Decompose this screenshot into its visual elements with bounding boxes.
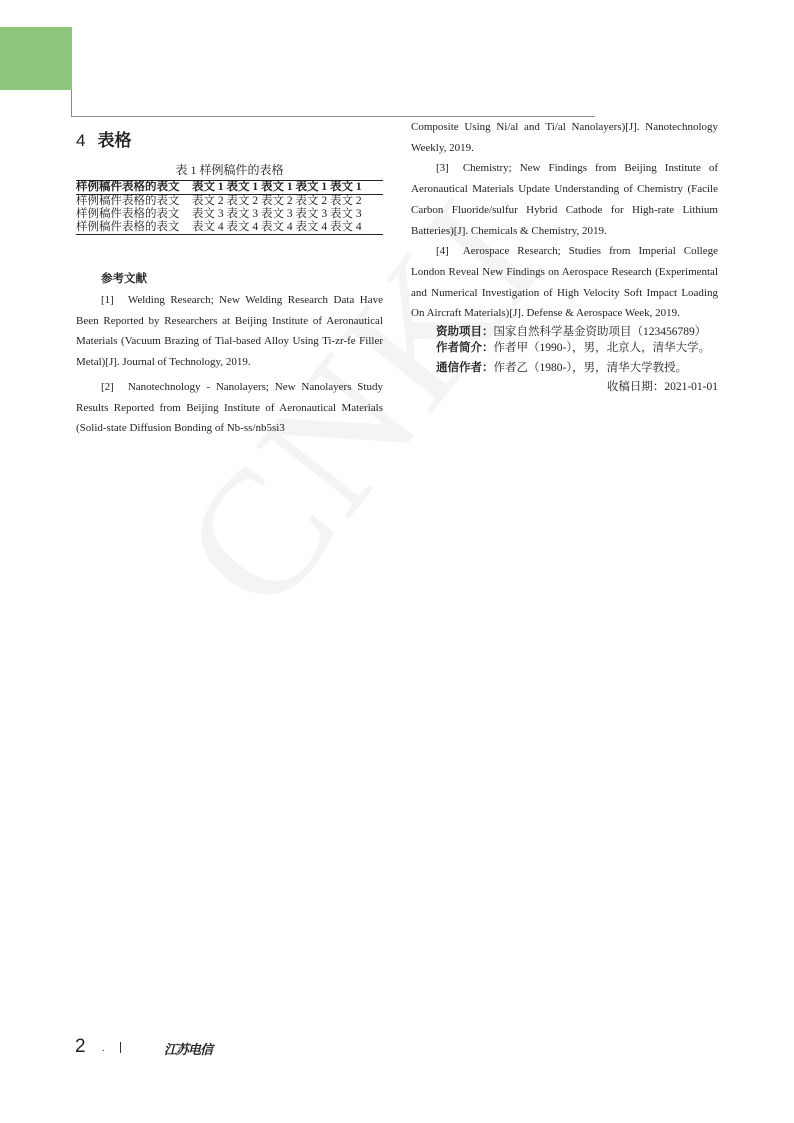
table-cell: 样例稿件表格的表文: [76, 208, 180, 220]
author-label: 作者简介：: [436, 342, 494, 355]
reference-text: Composite Using Ni/al and Ti/al Nanolayers)[J]. Nanotechnology Weekly, 2019.: [411, 121, 718, 154]
references-title: 参考文献: [101, 273, 147, 285]
corresponding-text: 作者乙（1980-），男，清华大学教授。: [493, 362, 688, 375]
footer-logo: 江苏电信: [164, 1043, 213, 1058]
sample-table: [76, 180, 383, 235]
reference-number: [4]: [436, 245, 449, 258]
footer-divider: [120, 1042, 121, 1053]
reference-text: Welding Research; New Welding Research Data Have Been Reported by Researchers at Beijing Institute of Aeronautical Materials (Vacuum Brazing of Tial-based Alloy Using Ti-zr-fe Filler Metal)[J]. Journal of Technology, 2019.: [76, 294, 383, 369]
reference-item: [411, 241, 718, 324]
table-row: [76, 208, 383, 221]
funding-line: [411, 324, 718, 340]
reference-item: [76, 377, 383, 439]
table-cell: 表文 4 表文 4 表文 4 表文 4 表文 4: [192, 221, 383, 235]
reference-text: Nanotechnology - Nanolayers; New Nanolayers Study Results Reported from Beijing Institute of Aeronautical Materials (Solid-state Diffusion Bonding of Nb-ss/nb5si3: [76, 380, 383, 435]
header-vertical-rule: [71, 90, 72, 117]
section-heading: [76, 126, 383, 151]
table-cell: 样例稿件表格的表文: [76, 221, 192, 235]
page-number: 2: [75, 1036, 86, 1057]
author-text: 作者甲（1990-），男，北京人，清华大学。: [493, 342, 711, 355]
received-date: 收稿日期：2021-01-01: [606, 381, 718, 394]
left-column: [76, 126, 383, 439]
corresponding-label: 通信作者：: [436, 362, 494, 375]
reference-item: [76, 290, 383, 373]
table-row: [76, 195, 383, 209]
footer-dot: .: [102, 1043, 105, 1054]
section-number: 4: [76, 131, 86, 150]
table-header-row: [76, 181, 383, 195]
corresponding-line: [411, 360, 718, 376]
table-caption: 表 1 样例稿件的表格: [175, 163, 284, 177]
table-header-cell: 样例稿件表格的表文: [76, 181, 192, 195]
right-column: [411, 117, 718, 398]
section-title: 表格: [97, 131, 132, 150]
funding-label: 资助项目：: [436, 326, 494, 339]
table-header-cell: 表文 1 表文 1 表文 1 表文 1 表文 1: [192, 181, 383, 195]
corner-tab: [0, 27, 72, 90]
reference-number: [2]: [101, 380, 114, 393]
reference-continuation: [411, 117, 718, 158]
author-line: [411, 340, 718, 356]
reference-number: [1]: [101, 294, 114, 306]
reference-number: [3]: [436, 162, 449, 175]
reference-text: Aerospace Research; Studies from Imperial College London Reveal New Findings on Aerospace Research (Experimental and Numerical Investigation of High Velocity Soft Impact Loading On Aircraft Materials)[J]. Defense & Aerospace Week, 2019.: [411, 245, 718, 320]
reference-text: Chemistry; New Findings from Beijing Institute of Aeronautical Materials Update Understanding of Chemistry (Facile Carbon Fluoride/sulfur Hybrid Cathode for High-rate Lithium Batteries)[J]. Chemicals & Chemistry, 2019.: [411, 162, 718, 237]
funding-text: 国家自然科学基金资助项目（123456789）: [493, 326, 707, 339]
table-cell: 表文 3 表文 3 表文 3 表文 3 表文 3: [192, 208, 362, 220]
table-row: [76, 221, 383, 235]
table-cell: 样例稿件表格的表文: [76, 195, 180, 207]
table-cell: 表文 2 表文 2 表文 2 表文 2 表文 2: [192, 195, 362, 207]
reference-item: [411, 158, 718, 241]
